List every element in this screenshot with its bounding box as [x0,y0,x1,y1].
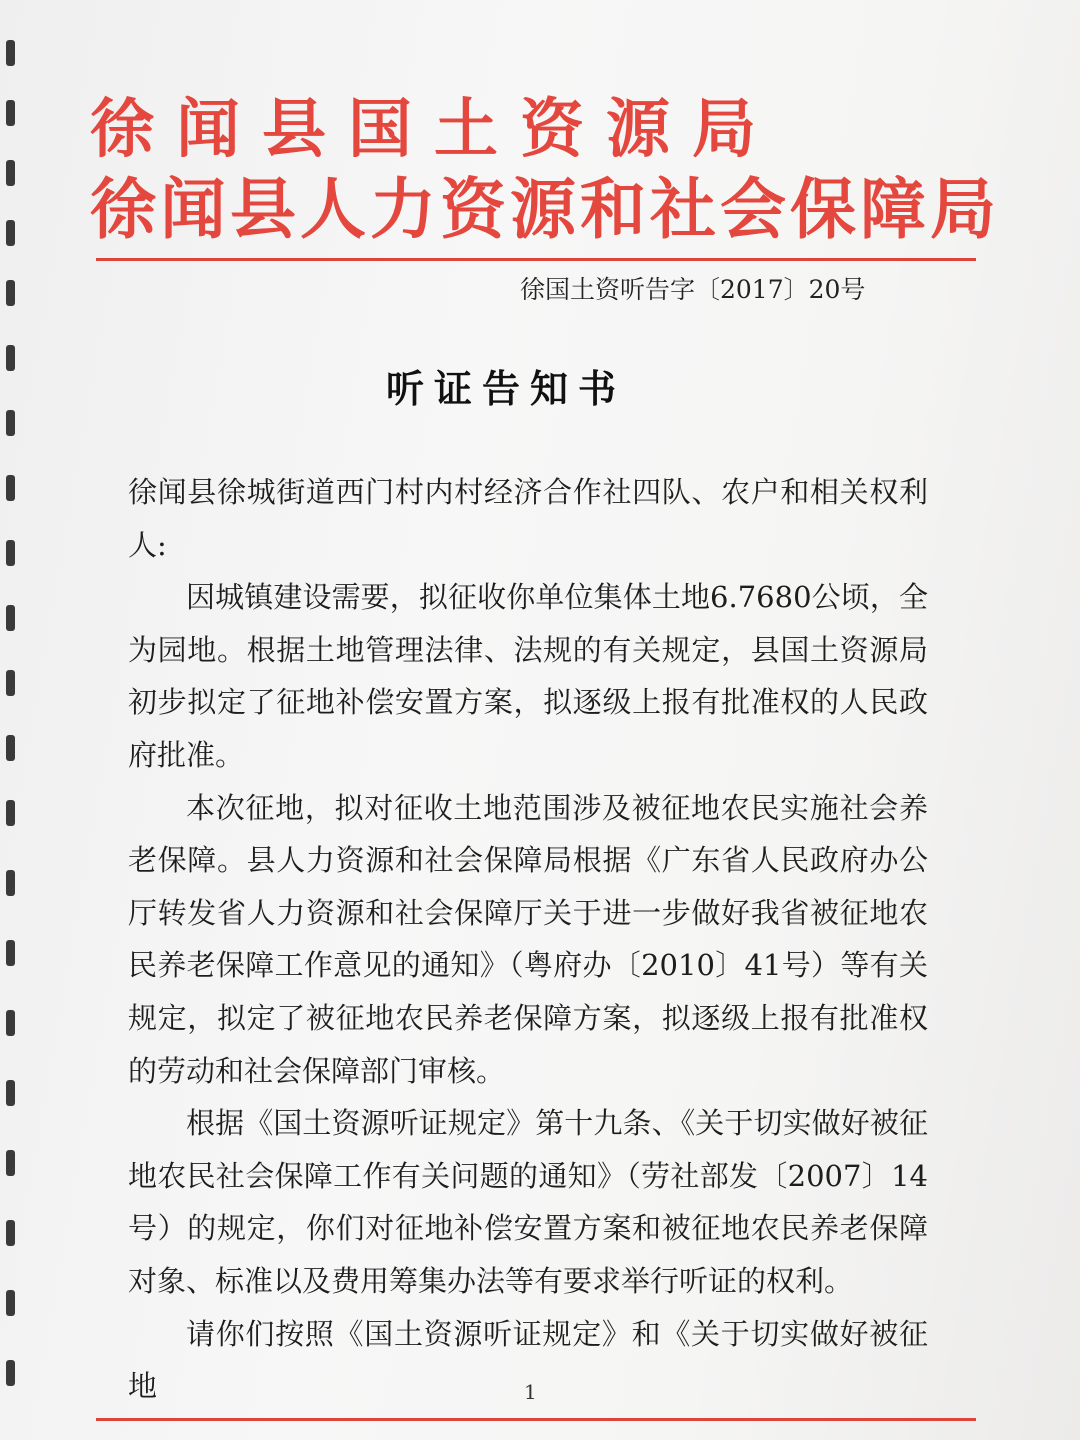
body-paragraph: 本次征地，拟对征收土地范围涉及被征地农民实施社会养老保障。县人力资源和社会保障局根据《广东省人民政府办公厅转发省人力资源和社会保障厅关于进一步做好我省被征地农民养老保障工作意见的通知》（粤府办〔2010〕41号）等有关规定，拟定了被征地农民养老保障方案，拟逐级上报有批准权的劳动和社会保障部门审核。 [128,790,928,1088]
issuer-name-1: 徐闻县国土资源局 [90,92,778,167]
salutation: 徐闻县徐城街道西门村内村经济合作社四队、农户和相关权利人: [128,475,928,562]
body-paragraph: 因城镇建设需要，拟征收你单位集体土地6.7680公顷，全为园地。根据土地管理法律、法规的有关规定，县国土资源局初步拟定了征地补偿安置方案，拟逐级上报有批准权的人民政府批准。 [128,580,928,772]
binding-edge [0,0,28,1440]
body-paragraph: 请你们按照《国土资源听证规定》和《关于切实做好被征地 [128,1316,928,1404]
page-number: 1 [524,1380,537,1404]
header-red-rule [96,258,976,261]
document-body [128,466,928,1413]
document-number: 徐国土资听告字〔2017〕20号 [520,275,866,304]
document-title: 听证告知书 [386,366,627,411]
footer-red-rule [96,1418,976,1421]
body-paragraph: 根据《国土资源听证规定》第十九条、《关于切实做好被征地农民社会保障工作有关问题的通知》（劳社部发〔2007〕14号）的规定，你们对征地补偿安置方案和被征地农民养老保障对象、标准以及费用筹集办法等有要求举行听证的权利。 [128,1106,928,1298]
issuer-name-2: 徐闻县人力资源和社会保障局 [90,170,1000,248]
